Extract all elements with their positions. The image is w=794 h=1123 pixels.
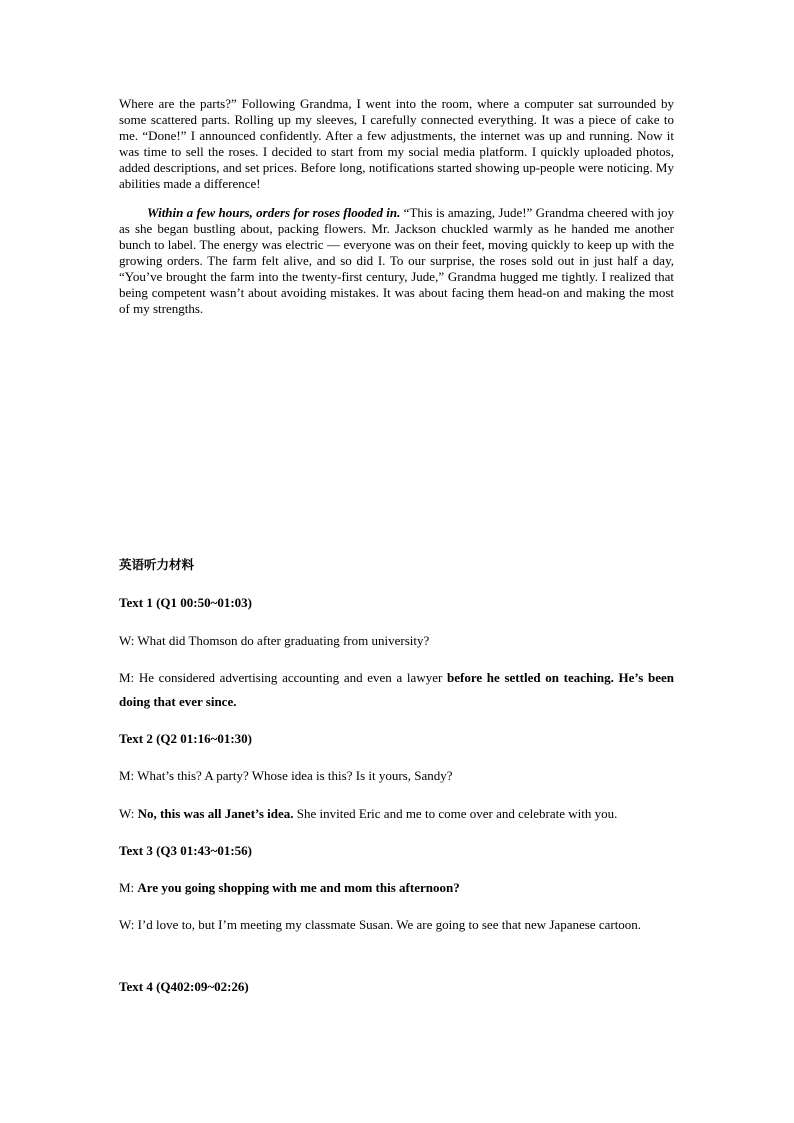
text3-line-1-speaker: M: [119, 880, 138, 895]
text2-line-2-rest: She invited Eric and me to come over and celebrate with you. [293, 806, 618, 821]
text3-line-1-bold: Are you going shopping with me and mom this afternoon? [137, 880, 460, 895]
text1-line-2-bold: before he settled on teaching. He’s been doing that ever since. [119, 670, 674, 709]
story-paragraph-1: Where are the parts?” Following Grandma, I went into the room, where a computer sat surrounded by some scattered parts. Rolling up my sleeves, I carefully connected everything. It was a piece of cake to me. “Done!” I announced confidently. After a few adjustments, the internet was up and running. Now it was time to sell the roses. I decided to start from my social media platform. I quickly uploaded photos, added descriptions, and set prices. Before long, notifications started showing up-people were noticing. My abilities made a difference! [119, 96, 674, 191]
text2-line-1: M: What’s this? A party? Whose idea is this? Is it yours, Sandy? [119, 768, 453, 783]
text2-line-2 [119, 802, 674, 826]
text2-heading: Text 2 (Q2 01:16~01:30) [119, 731, 253, 746]
text2-line-2-bold: No, this was all Janet’s idea. [137, 806, 294, 821]
story-paragraph-2-lead: Within a few hours, orders for roses flooded in. [147, 205, 401, 220]
text1-line-1: W: What did Thomson do after graduating from university? [119, 633, 430, 648]
text2-line-2-speaker: W: [119, 806, 138, 821]
story-paragraph-2 [119, 205, 674, 317]
text3-line-2: W: I’d love to, but I’m meeting my classmate Susan. We are going to see that new Japanese cartoon. [119, 917, 642, 932]
text4-heading: Text 4 (Q402:09~02:26) [119, 979, 249, 994]
listening-section-title: 英语听力材料 [119, 557, 195, 572]
text3-heading: Text 3 (Q3 01:43~01:56) [119, 843, 253, 858]
text1-line-2 [119, 666, 674, 714]
story-paragraph-2-body: “This is amazing, Jude!” Grandma cheered with joy as she began bustling about, packing flowers. Mr. Jackson chuckled warmly as he handed me another bunch to label. The energy was electric — everyone was on their feet, moving quickly to keep up with the growing orders. The farm felt alive, and so did I. To our surprise, the roses sold out in just half a day, “You’ve brought the farm into the twenty-first century, Jude,” Grandma hugged me tightly. I realized that being competent wasn’t about avoiding mistakes. It was about facing them head-on and making the most of my strengths. [119, 205, 674, 316]
text1-heading: Text 1 (Q1 00:50~01:03) [119, 595, 253, 610]
text1-line-2-plain: M: He considered advertising accounting and even a lawyer [119, 670, 447, 685]
text3-line-1 [119, 876, 674, 900]
